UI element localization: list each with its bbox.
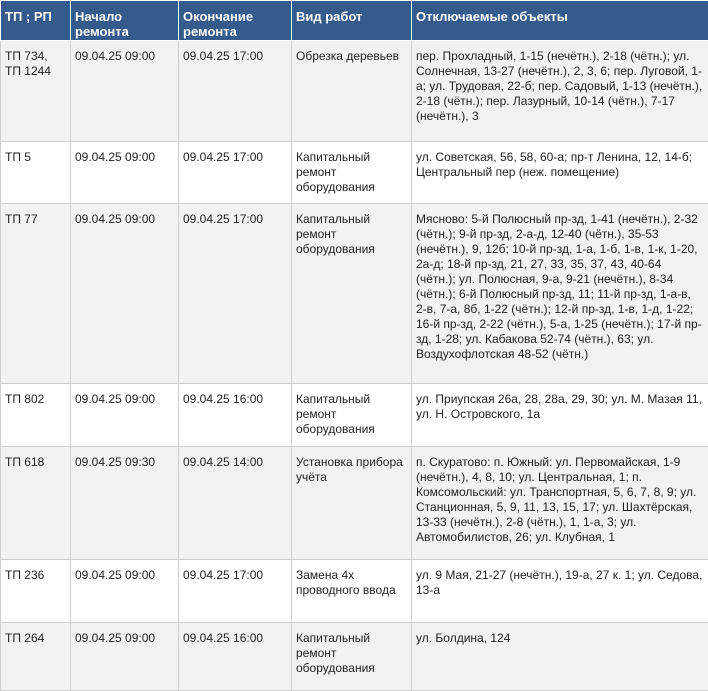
cell-tp: ТП 5 [1, 142, 71, 204]
cell-objects: ул. Приупская 26а, 28, 28а, 29, 30; ул. М. Мазая 11, ул. Н. Островского, 1а [412, 384, 708, 447]
cell-tp: ТП 802 [1, 384, 71, 447]
cell-work: Капитальный ремонт оборудования [292, 384, 412, 447]
cell-start: 09.04.25 09:00 [71, 41, 179, 142]
cell-tp: ТП 734, ТП 1244 [1, 41, 71, 142]
cell-tp: ТП 236 [1, 560, 71, 623]
cell-objects: п. Скуратово: п. Южный: ул. Первомайская, 1-9 (нечётн.), 4, 8, 10; ул. Центральная, 1; п. Комсомольский: ул. Транспортная, 5, 6, 7, 8, 9; ул. Станционная, 5, 9, 11, 13, 15, 17; ул. Шахтёрская, 13-33 (нечётн.), 2-8 (чётн.), 1, 1-а, 3; ул. Автомобилистов, 26; ул. Клубная, 1 [412, 447, 708, 560]
cell-start: 09.04.25 09:00 [71, 204, 179, 384]
cell-end: 09.04.25 16:00 [179, 384, 292, 447]
cell-end: 09.04.25 17:00 [179, 142, 292, 204]
table-header-row [1, 1, 708, 41]
table-row [1, 41, 708, 142]
cell-start: 09.04.25 09:00 [71, 384, 179, 447]
cell-objects: ул. Советская, 56, 58, 60-а; пр-т Ленина, 12, 14-б; Центральный пер (неж. помещение) [412, 142, 708, 204]
header-start: Начало ремонта [71, 1, 179, 41]
cell-start: 09.04.25 09:00 [71, 623, 179, 691]
cell-end: 09.04.25 17:00 [179, 560, 292, 623]
table-row [1, 623, 708, 691]
cell-end: 09.04.25 17:00 [179, 41, 292, 142]
cell-end: 09.04.25 17:00 [179, 204, 292, 384]
table-row [1, 447, 708, 560]
table-row [1, 204, 708, 384]
cell-start: 09.04.25 09:00 [71, 142, 179, 204]
header-tp: ТП ; РП [1, 1, 71, 41]
cell-tp: ТП 77 [1, 204, 71, 384]
cell-work: Капитальный ремонт оборудования [292, 142, 412, 204]
cell-tp: ТП 618 [1, 447, 71, 560]
cell-end: 09.04.25 16:00 [179, 623, 292, 691]
header-objects: Отключаемые объекты [412, 1, 708, 41]
cell-tp: ТП 264 [1, 623, 71, 691]
table-row [1, 142, 708, 204]
cell-work: Капитальный ремонт оборудования [292, 204, 412, 384]
table-row [1, 560, 708, 623]
cell-work: Обрезка деревьев [292, 41, 412, 142]
header-end: Окончание ремонта [179, 1, 292, 41]
cell-objects: Мясново: 5-й Полюсный пр-зд, 1-41 (нечётн.), 2-32 (чётн.); 9-й пр-зд, 2-а-д, 12-40 (чётн.), 35-53 (нечётн.), 9, 12б; 10-й пр-зд, 1-а, 1-б, 1-в, 1-к, 1-20, 2а-д; 18-й пр-зд, 21, 27, 33, 35, 37, 43, 40-64 (чётн.); ул. Полюсная, 9-а, 9-21 (нечётн.), 8-34 (чётн.); 6-й Полюсный пр-зд, 11; 11-й пр-зд, 1-а-в, 2-в, 7-а, 8б, 1-22 (чётн.); 12-й пр-зд, 1-в, 1-д, 1-22; 16-й пр-зд, 2-22 (чётн.), 5-а, 1-25 (нечётн.); 17-й пр-зд, 1-28; ул. Кабакова 52-74 (чётн.), 63; ул. Воздухофлотская 48-52 (чётн.) [412, 204, 708, 384]
table-row [1, 384, 708, 447]
cell-start: 09.04.25 09:00 [71, 560, 179, 623]
cell-work: Установка прибора учёта [292, 447, 412, 560]
cell-end: 09.04.25 14:00 [179, 447, 292, 560]
cell-start: 09.04.25 09:30 [71, 447, 179, 560]
header-work: Вид работ [292, 1, 412, 41]
cell-objects: ул. 9 Мая, 21-27 (нечётн.), 19-а, 27 к. 1; ул. Седова, 13-а [412, 560, 708, 623]
cell-objects: ул. Болдина, 124 [412, 623, 708, 691]
cell-work: Замена 4х проводного ввода [292, 560, 412, 623]
cell-objects: пер. Прохладный, 1-15 (нечётн.), 2-18 (чётн.); ул. Солнечная, 13-27 (нечётн.), 2, 3, 6; пер. Луговой, 1-а; ул. Трудовая, 22-б; пер. Садовый, 1-13 (нечётн.), 2-18 (чётн.); пер. Лазурный, 10-14 (чётн.), 7-17 (нечётн.), 3 [412, 41, 708, 142]
cell-work: Капитальный ремонт оборудования [292, 623, 412, 691]
